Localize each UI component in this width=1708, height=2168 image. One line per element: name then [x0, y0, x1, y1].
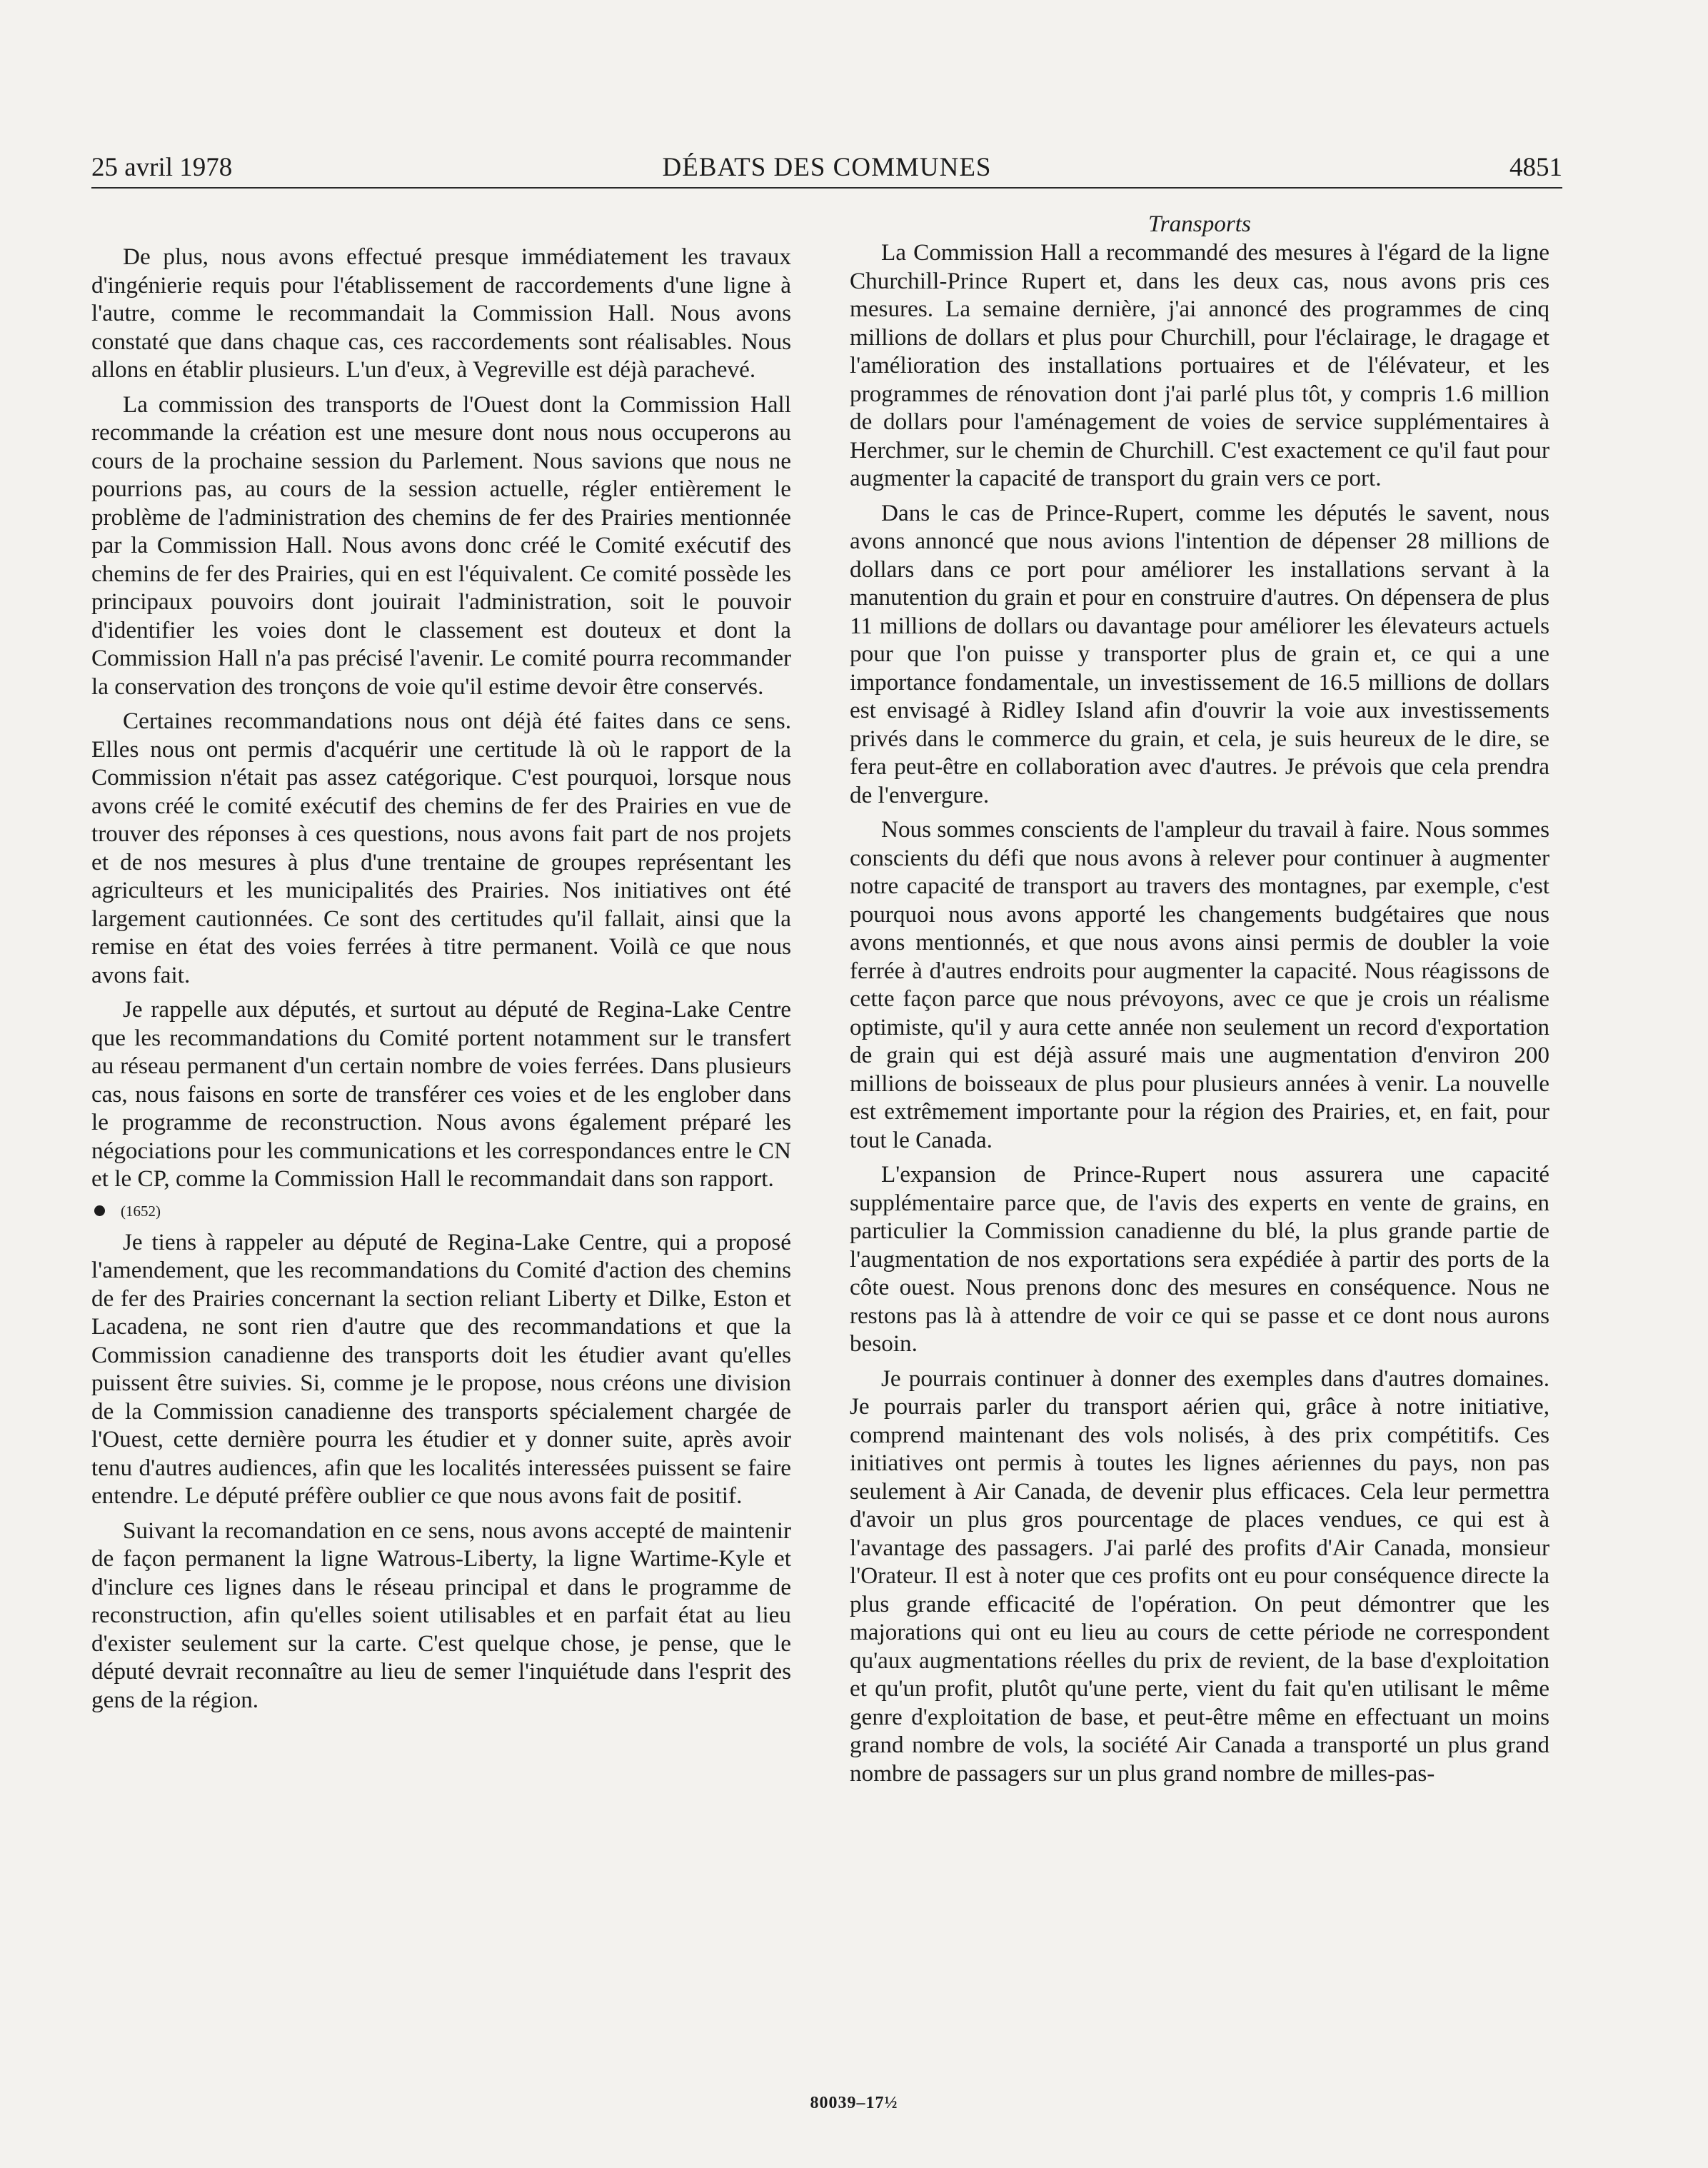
time-marker-label: (1652)	[121, 1202, 161, 1220]
journal-title: DÉBATS DES COMMUNES	[662, 153, 992, 182]
bullet-icon	[94, 1205, 105, 1216]
running-header	[91, 150, 1562, 186]
paragraph: Nous sommes conscients de l'ampleur du travail à faire. Nous sommes conscients du défi que nous avons à relever pour continuer à augmenter notre capacité de transport au travers des montagnes, par exemple, c'est pourquoi nous avons apporté les changements budgétaires que nous avons mentionnés, et que nous avons ainsi permis de doubler la voie ferrée à d'autres endroits pour augmenter la capacité. Nous réagissons de cette façon parce que nous prévoyons, avec ce que je crois un réalisme optimiste, qu'il y aura cette année non seulement un record d'exportation de grain qui est déjà assuré mais une augmentation d'environ 200 millions de boisseaux de plus pour plusieurs années à venir. La nouvelle est extrêmement importante pour la région des Prairies, et, en fait, pour tout le Canada.	[850, 816, 1549, 1153]
paragraph: L'expansion de Prince-Rupert nous assurera une capacité supplémentaire parce que, de l'avis des experts en vente de grains, en particulier la Commission canadienne du blé, la plus grande partie de l'augmentation de nos exportations sera expédiée à partir des ports de la côte ouest. Nous prenons donc des mesures en conséquence. Nous ne restons pas là à attendre de voir ce qui se passe et ce dont nous aurons besoin.	[850, 1161, 1549, 1357]
header-rule	[91, 187, 1562, 189]
paragraph: Je rappelle aux députés, et surtout au député de Regina-Lake Centre que les recommandations du Comité portent notamment sur le transfert au réseau permanent d'un certain nombre de voies ferrées. Dans plusieurs cas, nous faisons en sorte de transférer ces voies et de les englober dans le programme de reconstruction. Nous avons également préparé les négociations pour les communications et les correspondances entre le CN et le CP, comme la Commission Hall le recommandait dans son rapport.	[91, 996, 791, 1192]
folio-number: 80039–17½	[810, 2094, 898, 2112]
paragraph: Je pourrais continuer à donner des exemples dans d'autres domaines. Je pourrais parler du transport aérien qui, grâce à notre initiative, comprend maintenant des vols nolisés, à des prix compétitifs. Ces initiatives ont permis à toutes les lignes aériennes du pays, non pas seulement à Air Canada, de devenir plus efficaces. Cela leur permettra d'avoir un plus gros pourcentage de places vendues, ce qui est à l'avantage des passagers. J'ai parlé des profits d'Air Canada, monsieur l'Orateur. Il est à noter que ces profits ont eu pour conséquence directe la plus grande efficacité de l'opération. On peut démontrer que les majorations qui ont eu lieu au cours de cette période ne correspondent qu'aux augmentations réelles du prix de revient, de la base d'exploitation et qu'un profit, plutôt qu'une perte, vient du fait qu'en utilisant le même genre d'exploitation de base, et peut-être même en effectuant un moins grand nombre de vols, la société Air Canada a transporté un plus grand nombre de passagers sur un plus grand nombre de milles-pas-	[850, 1365, 1549, 1787]
right-column	[850, 210, 1549, 1794]
paragraph: Je tiens à rappeler au député de Regina-Lake Centre, qui a proposé l'amendement, que les recommandations du Comité d'action des chemins de fer des Prairies concernant la section reliant Liberty et Dilke, Eston et Lacadena, ne sont rien d'autre que des recommandations et que la Commission canadienne des transports doit les étudier avant qu'elles puissent être suivies. Si, comme je le propose, nous créons une division de la Commission canadienne des transports spécialement chargée de l'Ouest, cette dernière pourra les étudier et y donner suite, après avoir tenu d'autres audiences, afin que les localités interessées puissent se faire entendre. Le député préfère oublier ce que nous avons fait de positif.	[91, 1228, 791, 1509]
paragraph: De plus, nous avons effectué presque immédiatement les travaux d'ingénierie requis pour l'établissement de raccordements d'une ligne à l'autre, comme le recommandait la Commission Hall. Nous avons constaté que dans chaque cas, ces raccordements sont réalisables. Nous allons en établir plusieurs. L'un d'eux, à Vegreville est déjà parachevé.	[91, 244, 791, 383]
left-column	[91, 243, 791, 1720]
paragraph: Suivant la recomandation en ce sens, nous avons accepté de maintenir de façon permanent la ligne Watrous-Liberty, la ligne Wartime-Kyle et d'inclure ces lignes dans le réseau principal et dans le programme de reconstruction, afin qu'elles soient utilisables et en parfait état au lieu d'exister seulement sur la carte. C'est quelque chose, je pense, que le député devrait reconnaître au lieu de semer l'inquiétude dans l'esprit des gens de la région.	[91, 1517, 791, 1713]
paragraph: La commission des transports de l'Ouest dont la Commission Hall recommande la création est une mesure dont nous nous occuperons au cours de la prochaine session du Parlement. Nous savions que nous ne pourrions pas, au cours de la session actuelle, régler entièrement le problème de l'administration des chemins de fer des Prairies mentionnée par la Commission Hall. Nous avons donc créé le Comité exécutif des chemins de fer des Prairies, qui en est l'équivalent. Ce comité possède les principaux pouvoirs dont jouirait l'administration, soit le pouvoir d'identifier les voies dont le classement est douteux et dont la Commission Hall n'a pas précisé l'avenir. Le comité pourra recommander la conservation des tronçons de voie qu'il estime devoir être conservés.	[91, 391, 791, 700]
header-date: 25 avril 1978	[91, 153, 233, 182]
paragraph: La Commission Hall a recommandé des mesures à l'égard de la ligne Churchill-Prince Rupert et, dans les deux cas, nous avons pris ces mesures. La semaine dernière, j'ai annoncé des programmes de cinq millions de dollars et plus pour Churchill, pour l'éclairage, le dragage et l'amélioration des installations portuaires et de l'élévateur, et les programmes de rénovation dont j'ai parlé plus tôt, y compris 1.6 million de dollars pour l'aménagement de voies de service supplémentaires à Herchmer, sur le chemin de Churchill. C'est exactement ce qu'il faut pour augmenter la capacité de transport du grain vers ce port.	[850, 239, 1549, 491]
section-title: Transports	[1148, 211, 1251, 237]
page-number: 4851	[1509, 153, 1562, 182]
paragraph: Dans le cas de Prince-Rupert, comme les députés le savent, nous avons annoncé que nous avions l'intention de dépenser 28 millions de dollars dans ce port pour améliorer les installations servant à la manutention du grain et pour en construire d'autres. On dépensera de plus 11 millions de dollars ou davantage pour améliorer les élevateurs actuels pour que l'on puisse y transporter plus de grain et, ce qui a une importance fondamentale, un investissement de 16.5 millions de dollars est envisagé à Ridley Island afin d'ouvrir la voie aux investissements privés dans le commerce du grain, et cela, je suis heureux de le dire, se fera peut-être en collaboration avec d'autres. Je prévois que cela prendra de l'envergure.	[850, 499, 1549, 808]
time-marker	[91, 1200, 791, 1223]
paragraph: Certaines recommandations nous ont déjà été faites dans ce sens. Elles nous ont permis d'acquérir une certitude là où le rapport de la Commission n'était pas assez catégorique. C'est pourquoi, lorsque nous avons créé le comité exécutif des chemins de fer des Prairies en vue de trouver des réponses à ces questions, nous avons fait part de nos projets et de nos mesures à plus d'une trentaine de groupes représentant les agriculteurs et les municipalités des Prairies. Nos initiatives ont été largement cautionnées. Ce sont des certitudes qu'il fallait, ainsi que la remise en état des voies ferrées à titre permanent. Voilà ce que nous avons fait.	[91, 708, 791, 988]
